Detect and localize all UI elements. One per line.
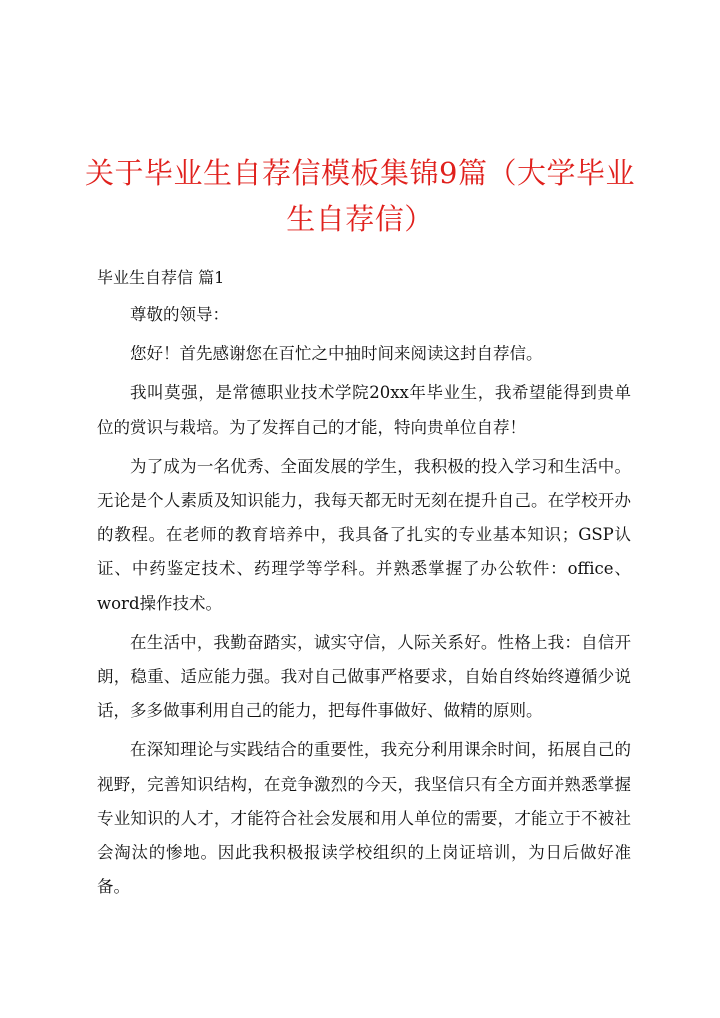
document-title: 关于毕业生自荐信模板集锦9篇（大学毕业生自荐信） [85,156,635,236]
section-heading: 毕业生自荐信 篇1 [97,268,225,287]
paragraph-studies: 为了成为一名优秀、全面发展的学生，我积极的投入学习和生活中。无论是个人素质及知识能力，我每天都无时无刻在提升自己。在学校开办的教程。在老师的教育培养中，我具备了扎实的专业基本知识；GSP认证、中药鉴定技术、药理学等学科。并熟悉掌握了办公软件：office、word操作技术。 [97,456,631,613]
paragraph-personality: 在生活中，我勤奋踏实，诚实守信，人际关系好。性格上我：自信开朗，稳重、适应能力强。我对自己做事严格要求，自始自终始终遵循少说话，多多做事利用自己的能力，把每件事做好、做精的原则。 [97,632,631,721]
paragraph-practice: 在深知理论与实践结合的重要性，我充分利用课余时间，拓展自己的视野，完善知识结构，在竞争激烈的今天，我坚信只有全方面并熟悉掌握专业知识的人才，才能符合社会发展和用人单位的需要，才能立于不被社会淘汰的惨地。因此我积极报读学校组织的上岗证培训，为日后做好准备。 [97,740,631,897]
letter-body [97,298,631,904]
paragraph-introduction: 我叫莫强，是常德职业技术学院20xx年毕业生，我希望能得到贵单位的赏识与栽培。为了发挥自己的才能，特向贵单位自荐！ [97,383,631,437]
paragraph-greeting: 您好！首先感谢您在百忙之中抽时间来阅读这封自荐信。 [130,344,543,364]
salutation: 尊敬的领导： [130,305,229,324]
